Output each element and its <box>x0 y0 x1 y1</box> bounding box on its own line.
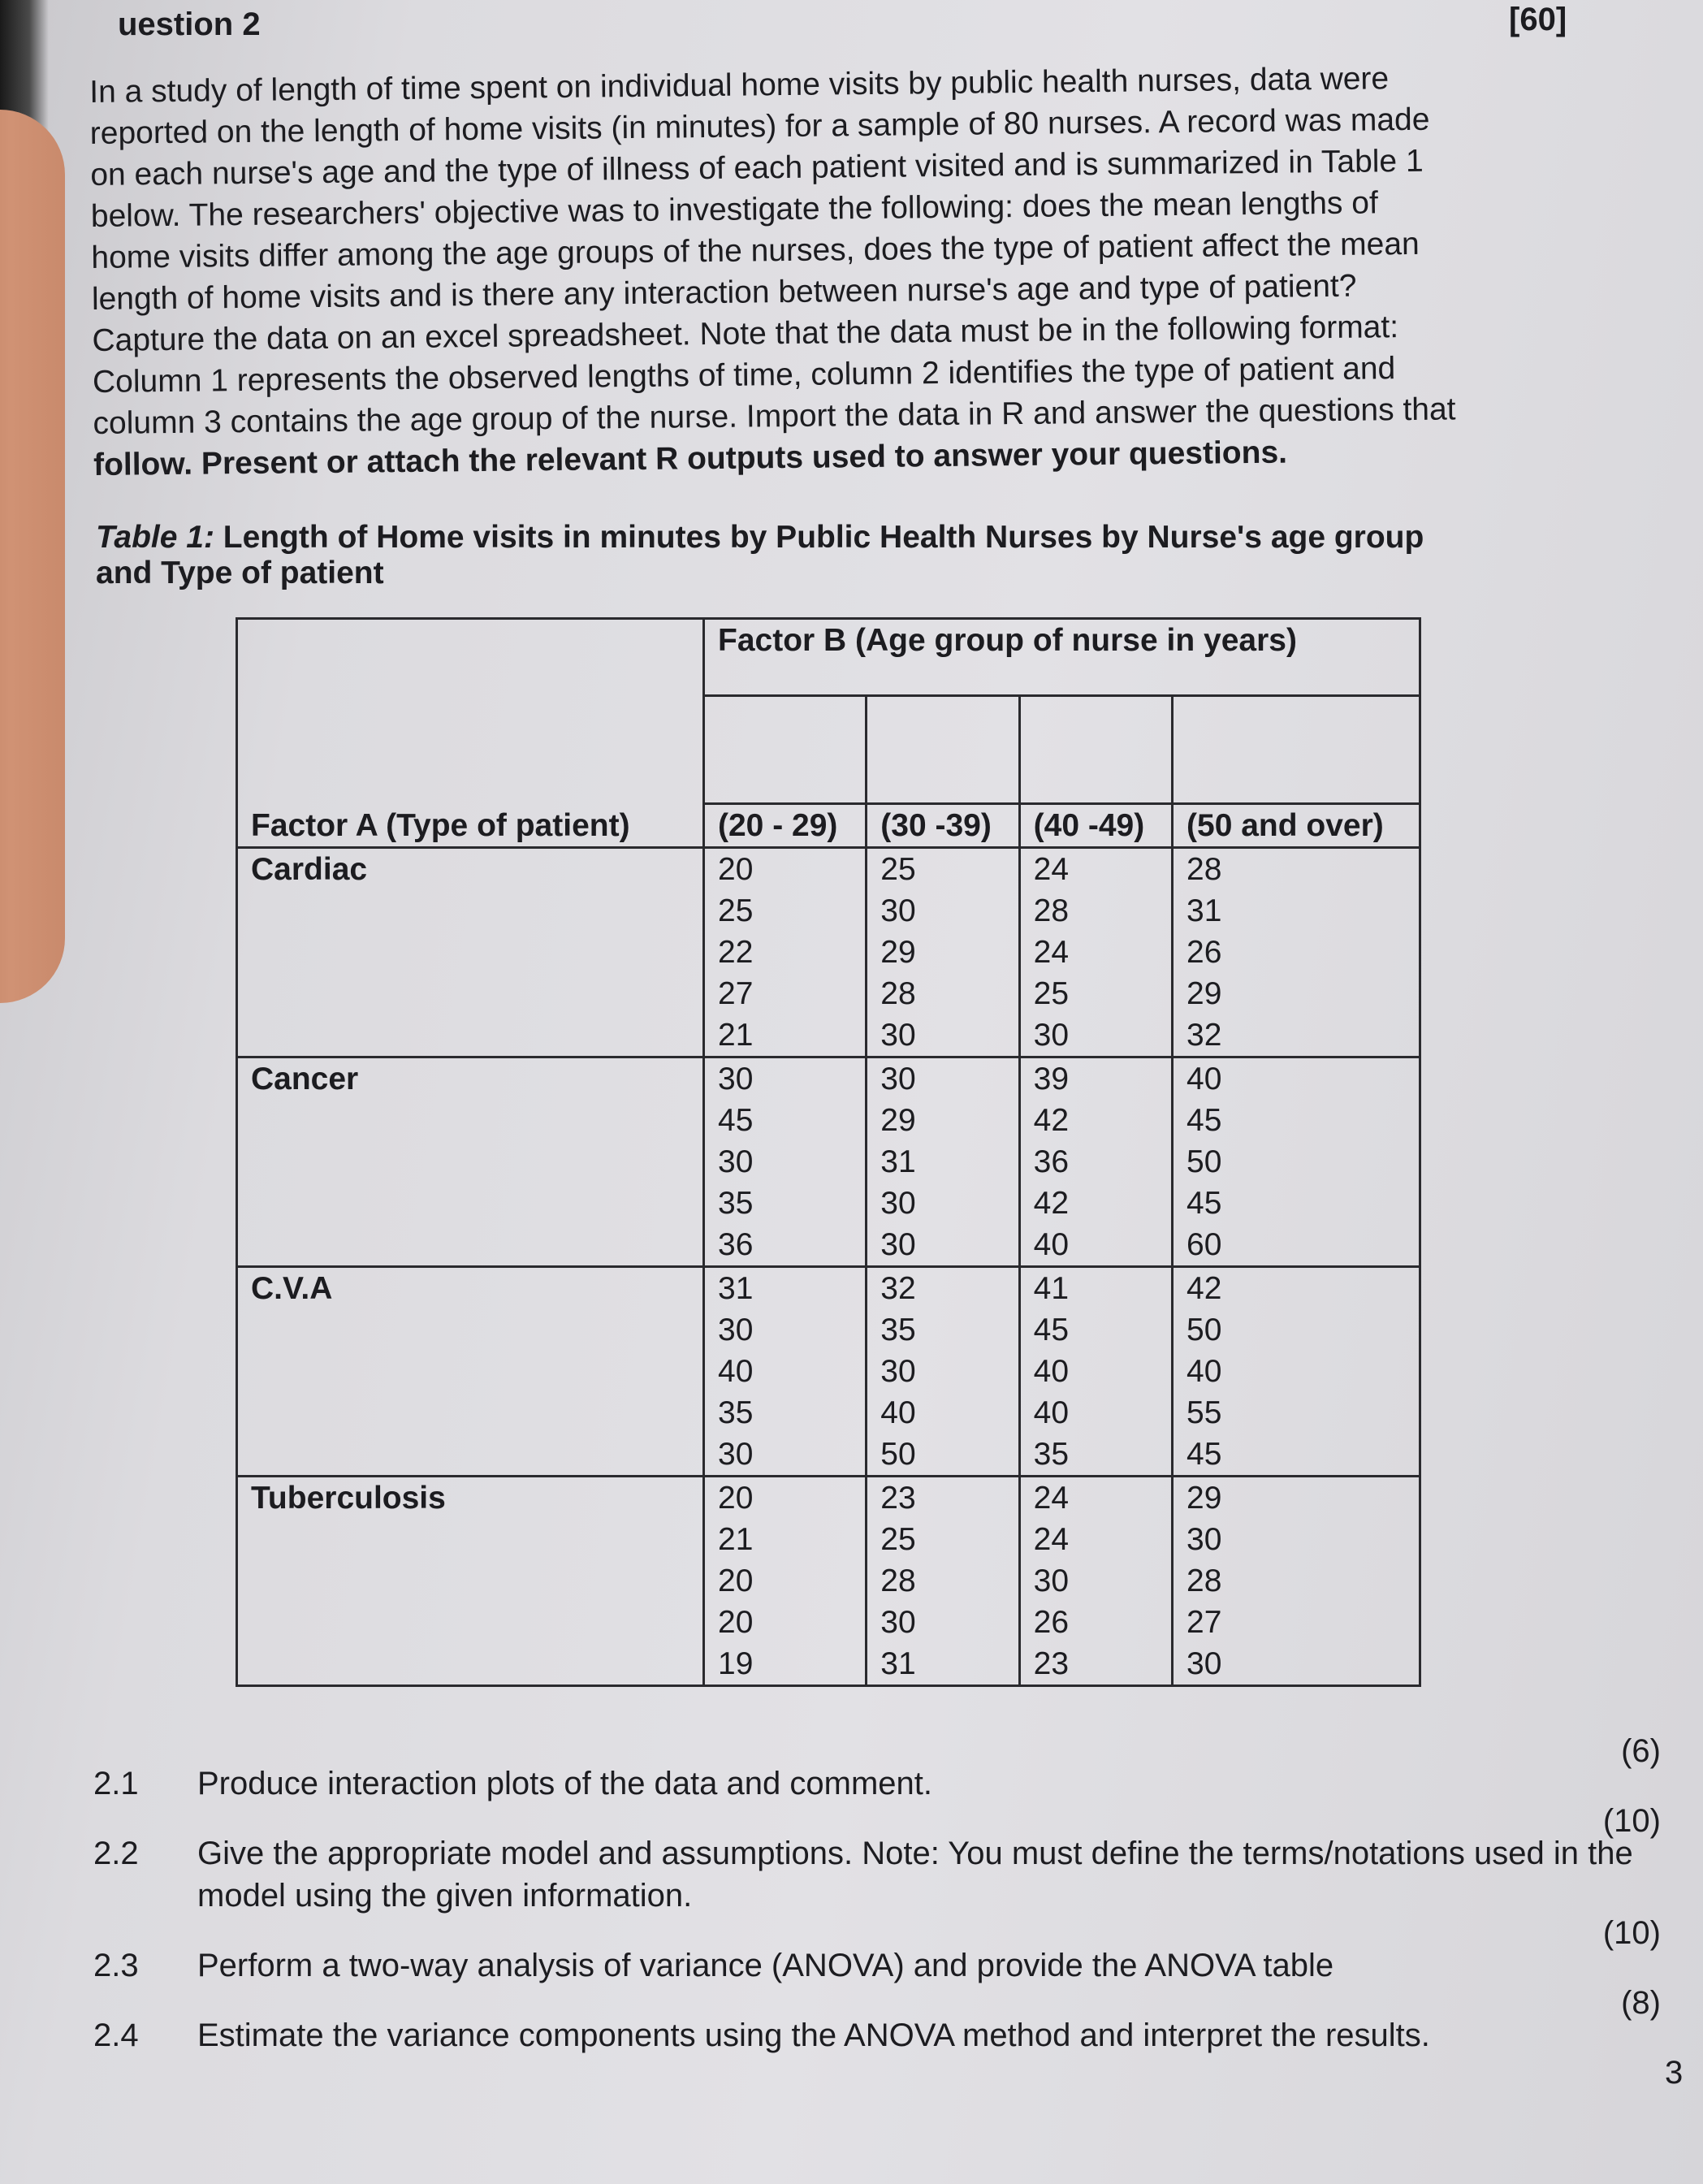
value: 30 <box>880 1186 916 1221</box>
thumb-holding-page <box>0 110 65 1003</box>
sub-question-text: Give the appropriate model and assumptions. Note: You must define the terms/notations used in the model using the given information. <box>197 1836 1633 1914</box>
value: 20 <box>718 1605 754 1640</box>
value-cell <box>1019 1477 1172 1686</box>
value: 24 <box>1033 852 1070 887</box>
value: 31 <box>880 1646 916 1681</box>
value: 21 <box>718 1522 754 1557</box>
value: 42 <box>1033 1103 1070 1138</box>
value: 21 <box>718 1018 754 1053</box>
value: 35 <box>1033 1437 1070 1472</box>
value: 22 <box>718 935 754 970</box>
value-cell <box>1019 1267 1172 1477</box>
sub-questions <box>93 1733 1661 2084</box>
intro-line: column 3 contains the age group of the nurse. Import the data in R and answer the questions that <box>93 391 1456 441</box>
value: 45 <box>1033 1313 1070 1347</box>
intro-line: on each nurse's age and the type of illness of each patient visited and is summarized in Table 1 <box>90 143 1424 192</box>
total-marks: [60] <box>1509 2 1567 37</box>
factor-b-heading: Factor B (Age group of nurse in years) <box>704 619 1420 696</box>
spacer-cell <box>1173 696 1420 804</box>
value: 20 <box>718 852 754 887</box>
spacer-cell <box>1019 696 1172 804</box>
value: 45 <box>1186 1437 1222 1472</box>
sub-question-text: Perform a two-way analysis of variance (ANOVA) and provide the ANOVA table <box>197 1948 1334 1983</box>
value: 30 <box>880 893 916 928</box>
value: 29 <box>880 935 916 970</box>
value: 36 <box>1033 1144 1070 1179</box>
data-table-wrapper <box>236 617 1421 1714</box>
value: 32 <box>1186 1018 1222 1053</box>
value: 20 <box>718 1563 754 1598</box>
value: 30 <box>880 1605 916 1640</box>
spacer-cell <box>867 696 1019 804</box>
sub-question-text: Produce interaction plots of the data and comment. <box>197 1766 932 1801</box>
value: 30 <box>880 1354 916 1389</box>
sub-question <box>93 1915 1661 1987</box>
value: 36 <box>718 1227 754 1262</box>
question-intro <box>89 56 1571 486</box>
question-title: uestion 2 <box>118 6 261 42</box>
value: 39 <box>1033 1062 1070 1096</box>
value: 30 <box>1033 1563 1070 1598</box>
value: 26 <box>1186 935 1222 970</box>
value: 26 <box>1033 1605 1070 1640</box>
value: 45 <box>1186 1103 1222 1138</box>
table-row <box>237 1057 1420 1267</box>
value: 40 <box>1033 1354 1070 1389</box>
sub-question-number: 2.4 <box>93 2017 139 2053</box>
value: 19 <box>718 1646 754 1681</box>
intro-line: Capture the data on an excel spreadsheet. Note that the data must be in the following format: <box>92 309 1399 358</box>
sub-question-marks: (10) <box>1602 1803 1661 1839</box>
value: 40 <box>718 1354 754 1389</box>
value: 40 <box>1033 1227 1070 1262</box>
value: 30 <box>880 1227 916 1262</box>
age-group-header: (30 -39) <box>867 804 1019 848</box>
value: 30 <box>1186 1646 1222 1681</box>
value-cell <box>867 1057 1019 1267</box>
table-row <box>237 1267 1420 1477</box>
intro-line: below. The researchers' objective was to investigate the following: does the mean lengths of <box>90 185 1378 234</box>
table-caption-line2: and Type of patient <box>96 556 384 590</box>
patient-type-label: Cancer <box>237 1057 704 1267</box>
value-cell <box>704 1267 867 1477</box>
value: 29 <box>880 1103 916 1138</box>
value: 41 <box>1033 1271 1070 1306</box>
intro-line: length of home visits and is there any interaction between nurse's age and type of patient? <box>91 268 1357 317</box>
sub-question <box>93 1803 1661 1917</box>
value: 60 <box>1186 1227 1222 1262</box>
patient-type-label: C.V.A <box>237 1267 704 1477</box>
table-caption-label: Table 1: <box>96 520 214 555</box>
factor-a-heading: Factor A (Type of patient) <box>251 808 630 843</box>
value: 28 <box>880 1563 916 1598</box>
table-caption-text: Length of Home visits in minutes by Public Health Nurses by Nurse's age group <box>214 520 1424 555</box>
value: 30 <box>718 1062 754 1096</box>
value: 28 <box>1033 893 1070 928</box>
patient-type-label: Cardiac <box>237 848 704 1057</box>
value: 40 <box>1033 1395 1070 1430</box>
value: 29 <box>1186 1481 1222 1516</box>
value: 32 <box>880 1271 916 1306</box>
value: 55 <box>1186 1395 1222 1430</box>
value-cell <box>1019 1057 1172 1267</box>
value: 25 <box>718 893 754 928</box>
sub-question-marks: (6) <box>1621 1733 1661 1769</box>
sub-question-marks: (8) <box>1621 1985 1661 2021</box>
value: 30 <box>880 1062 916 1096</box>
value: 23 <box>1033 1646 1070 1681</box>
value-cell <box>1173 848 1420 1057</box>
value-cell <box>867 1267 1019 1477</box>
table-caption <box>96 520 1558 591</box>
value: 24 <box>1033 935 1070 970</box>
value: 30 <box>718 1144 754 1179</box>
value: 28 <box>880 976 916 1011</box>
table-corner-cell <box>237 619 704 848</box>
value: 27 <box>718 976 754 1011</box>
value: 25 <box>1033 976 1070 1011</box>
table-row <box>237 848 1420 1057</box>
intro-line: Column 1 represents the observed lengths of time, column 2 identifies the type of patient and <box>92 351 1396 400</box>
value: 25 <box>880 1522 916 1557</box>
value-cell <box>867 848 1019 1057</box>
value-cell <box>1019 848 1172 1057</box>
value: 24 <box>1033 1522 1070 1557</box>
value: 23 <box>880 1481 916 1516</box>
value: 40 <box>1186 1062 1222 1096</box>
value: 31 <box>1186 893 1222 928</box>
value-cell <box>704 1477 867 1686</box>
value: 30 <box>1186 1522 1222 1557</box>
value-cell <box>704 848 867 1057</box>
intro-line: reported on the length of home visits (in minutes) for a sample of 80 nurses. A record was made <box>89 102 1430 151</box>
spacer-cell <box>704 696 867 804</box>
sub-question <box>93 1985 1661 2056</box>
sub-question <box>93 1733 1661 1805</box>
value-cell <box>1173 1057 1420 1267</box>
sub-question-number: 2.2 <box>93 1836 139 1871</box>
age-group-header: (50 and over) <box>1173 804 1420 848</box>
value: 20 <box>718 1481 754 1516</box>
value: 45 <box>1186 1186 1222 1221</box>
value: 35 <box>718 1186 754 1221</box>
value: 50 <box>1186 1313 1222 1347</box>
value: 45 <box>718 1103 754 1138</box>
table-row <box>237 1477 1420 1686</box>
value: 40 <box>1186 1354 1222 1389</box>
value: 27 <box>1186 1605 1222 1640</box>
sub-question-number: 2.3 <box>93 1948 139 1983</box>
value: 50 <box>880 1437 916 1472</box>
value: 30 <box>880 1018 916 1053</box>
value: 28 <box>1186 1563 1222 1598</box>
value: 30 <box>1033 1018 1070 1053</box>
age-group-header: (20 - 29) <box>704 804 867 848</box>
page-number: 3 <box>1665 2055 1684 2091</box>
value-cell <box>1173 1477 1420 1686</box>
age-group-header: (40 -49) <box>1019 804 1172 848</box>
value-cell <box>867 1477 1019 1686</box>
sub-question-number: 2.1 <box>93 1766 139 1801</box>
value: 29 <box>1186 976 1222 1011</box>
intro-line: home visits differ among the age groups of the nurses, does the type of patient affect the mean <box>91 226 1420 275</box>
intro-line: In a study of length of time spent on individual home visits by public health nurses, data were <box>89 61 1390 110</box>
sub-question-marks: (10) <box>1602 1915 1661 1951</box>
sub-question-text: Estimate the variance components using the ANOVA method and interpret the results. <box>197 2017 1430 2053</box>
value-cell <box>704 1057 867 1267</box>
value: 31 <box>718 1271 754 1306</box>
data-table <box>236 617 1421 1687</box>
value: 28 <box>1186 852 1222 887</box>
intro-line-bold: follow. Present or attach the relevant R outputs used to answer your questions. <box>93 435 1288 482</box>
value: 35 <box>880 1313 916 1347</box>
value: 40 <box>880 1395 916 1430</box>
value: 30 <box>718 1437 754 1472</box>
value: 50 <box>1186 1144 1222 1179</box>
value: 31 <box>880 1144 916 1179</box>
value: 42 <box>1186 1271 1222 1306</box>
value: 35 <box>718 1395 754 1430</box>
value: 30 <box>718 1313 754 1347</box>
value: 24 <box>1033 1481 1070 1516</box>
value: 25 <box>880 852 916 887</box>
value-cell <box>1173 1267 1420 1477</box>
value: 42 <box>1033 1186 1070 1221</box>
patient-type-label: Tuberculosis <box>237 1477 704 1686</box>
